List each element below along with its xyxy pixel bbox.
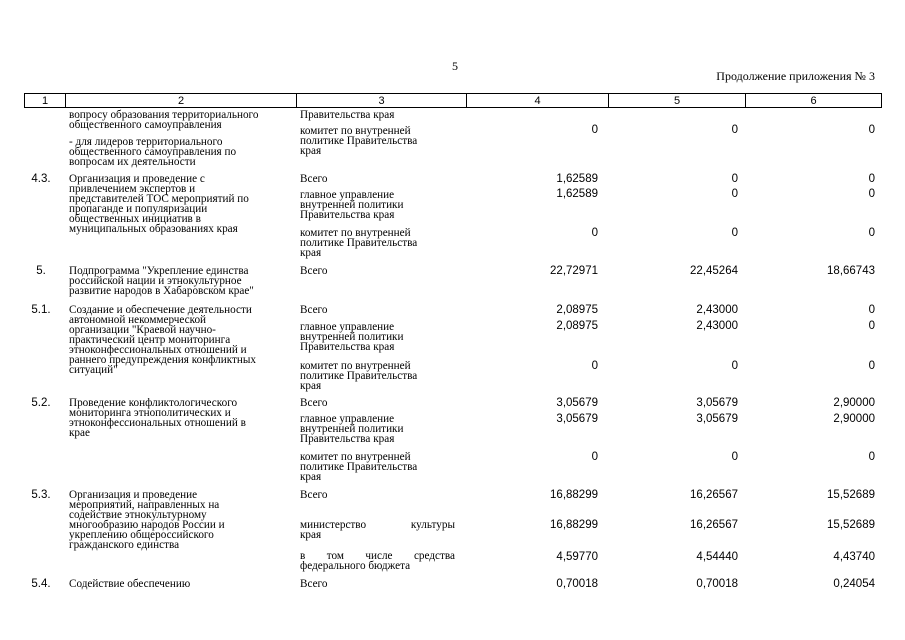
value-cell: 2,43000 <box>696 304 738 316</box>
value-cell: 0 <box>591 227 598 239</box>
page-number: 5 <box>452 59 458 73</box>
executor-cell: комитет по внутренней политике Правительства края <box>300 227 418 259</box>
value-cell: 0 <box>591 124 598 136</box>
value-cell: 0 <box>868 320 875 332</box>
row-description: Подпрограмма "Укрепление единства российской нации и этнокультурное развитие народов в Хабаровском крае" <box>69 265 254 297</box>
executor-cell: Всего <box>300 397 328 409</box>
value-cell: 0 <box>731 173 738 185</box>
row-index: 5.2. <box>31 397 51 409</box>
value-cell: 0 <box>868 188 875 200</box>
value-cell: 3,05679 <box>696 413 738 425</box>
value-cell: 0 <box>731 451 738 463</box>
value-cell: 1,62589 <box>556 173 598 185</box>
value-cell: 0 <box>731 124 738 136</box>
executor-cell: комитет по внутренней политике Правительства края <box>300 360 418 392</box>
executor-cell: в том числе средства <box>300 550 455 562</box>
value-cell: 3,05679 <box>556 413 598 425</box>
executor-cell: федерального бюджета <box>300 560 411 572</box>
executor-cell: главное управление внутренней политики Правительства края <box>300 189 404 221</box>
value-cell: 18,66743 <box>827 265 875 277</box>
value-cell: 0,70018 <box>696 578 738 590</box>
executor-cell: Всего <box>300 265 328 277</box>
value-cell: 0 <box>868 227 875 239</box>
executor-cell: министерство культуры <box>300 519 455 531</box>
value-cell: 2,90000 <box>833 413 875 425</box>
executor-cell: Всего <box>300 489 328 501</box>
row-description: вопросу образования территориального общественного самоуправления <box>69 109 259 131</box>
row-description: Содействие обеспечению <box>69 578 191 590</box>
value-cell: 0 <box>731 360 738 372</box>
value-cell: 0 <box>868 360 875 372</box>
value-cell: 0 <box>868 173 875 185</box>
value-cell: 0 <box>868 124 875 136</box>
value-cell: 0 <box>868 304 875 316</box>
value-cell: 15,52689 <box>827 489 875 501</box>
value-cell: 2,90000 <box>833 397 875 409</box>
header-col-2: 2 <box>65 93 297 108</box>
row-index: 5.1. <box>31 304 51 316</box>
appendix-continuation-label: Продолжение приложения № 3 <box>716 69 875 83</box>
executor-cell: комитет по внутренней политике Правительства края <box>300 451 418 483</box>
value-cell: 16,88299 <box>550 519 598 531</box>
executor-cell: края <box>300 529 322 541</box>
row-description: Организация и проведение мероприятий, направленных на содействие этнокультурному многообразию народов России и укреплению общероссийского гражданского единства <box>69 489 225 551</box>
executor-cell: Всего <box>300 304 328 316</box>
header-col-4: 4 <box>466 93 609 108</box>
value-cell: 0 <box>868 451 875 463</box>
header-col-1: 1 <box>24 93 66 108</box>
row-index: 5. <box>36 265 46 277</box>
value-cell: 4,59770 <box>556 551 598 563</box>
value-cell: 16,26567 <box>690 519 738 531</box>
value-cell: 4,43740 <box>833 551 875 563</box>
row-index: 5.3. <box>31 489 51 501</box>
value-cell: 2,08975 <box>556 320 598 332</box>
value-cell: 3,05679 <box>696 397 738 409</box>
value-cell: 0 <box>731 227 738 239</box>
row-description: Проведение конфликтологического мониторинга этнополитических и этноконфессиональных отношений в крае <box>69 397 246 439</box>
table-header-row <box>24 93 882 109</box>
header-col-3: 3 <box>296 93 467 108</box>
row-index: 5.4. <box>31 578 51 590</box>
value-cell: 22,45264 <box>690 265 738 277</box>
executor-cell: комитет по внутренней политике Правительства края <box>300 125 418 157</box>
executor-cell: главное управление внутренней политики Правительства края <box>300 321 404 353</box>
value-cell: 22,72971 <box>550 265 598 277</box>
value-cell: 0 <box>731 188 738 200</box>
value-cell: 2,43000 <box>696 320 738 332</box>
value-cell: 2,08975 <box>556 304 598 316</box>
executor-cell: главное управление внутренней политики Правительства края <box>300 413 404 445</box>
value-cell: 0 <box>591 451 598 463</box>
row-description-sub: - для лидеров территориального общественного самоуправления по вопросам их деятельности <box>69 136 237 168</box>
value-cell: 0,70018 <box>556 578 598 590</box>
row-description: Создание и обеспечение деятельности автономной некоммерческой организации "Краевой научно- практический центр мониторинга этноконфессиональных отношений и раннего предупреждения конфликтных ситуаций" <box>69 304 256 376</box>
value-cell: 0 <box>591 360 598 372</box>
row-index: 4.3. <box>31 173 51 185</box>
value-cell: 0,24054 <box>833 578 875 590</box>
header-col-6: 6 <box>745 93 882 108</box>
executor-cell: Правительства края <box>300 109 395 121</box>
executor-cell: Всего <box>300 578 328 590</box>
value-cell: 3,05679 <box>556 397 598 409</box>
value-cell: 1,62589 <box>556 188 598 200</box>
value-cell: 16,26567 <box>690 489 738 501</box>
row-description: Организация и проведение с привлечением экспертов и представителей ТОС мероприятий по пропаганде и популяризации общественных инициатив в муниципальных образованиях края <box>69 173 249 235</box>
value-cell: 15,52689 <box>827 519 875 531</box>
executor-cell: Всего <box>300 173 328 185</box>
header-col-5: 5 <box>608 93 746 108</box>
value-cell: 4,54440 <box>696 551 738 563</box>
value-cell: 16,88299 <box>550 489 598 501</box>
